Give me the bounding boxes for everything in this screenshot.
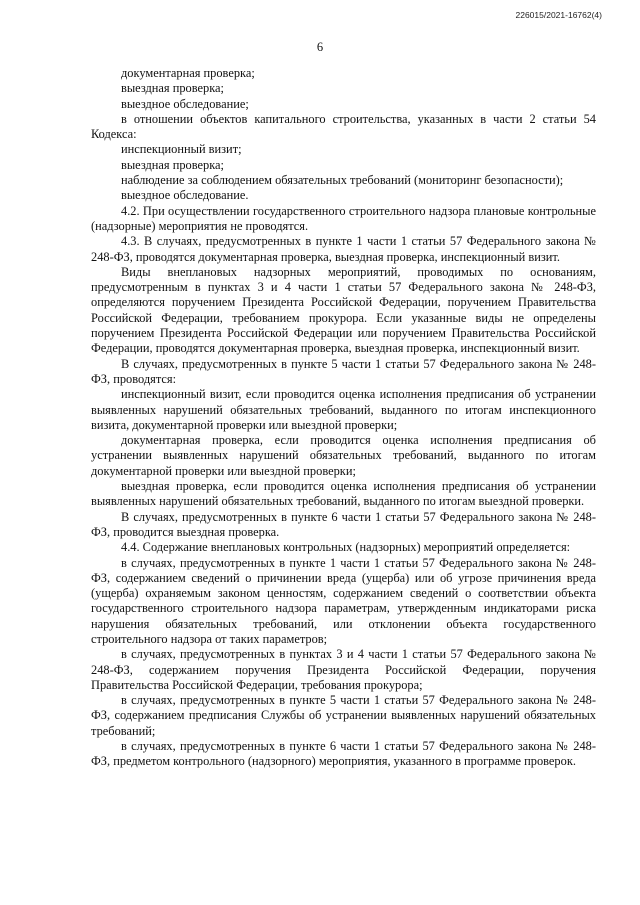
document-id: 226015/2021-16762(4) (515, 10, 602, 20)
paragraph: выездная проверка; (121, 157, 224, 172)
paragraph: в случаях, предусмотренных в пункте 6 части 1 статьи 57 Федерального закона № 248-ФЗ, предметом контрольного (надзорного) мероприятия, указанного в программе проверок. (91, 739, 596, 769)
paragraph: в отношении объектов капитального строительства, указанных в части 2 статьи 54 Кодекса: (91, 111, 596, 142)
paragraph: Виды внеплановых надзорных мероприятий, проводимых по основаниям, предусмотренным в пунктах 3 и 4 части 1 статьи 57 Федерального закона № 248-ФЗ, определяются поручением Президента Российской Федерации, поручением Правительства Российской Федерации, требованием прокурора. Если указанные виды не определены поручением Президента Российской Федерации или поручением Правительства Российской Федерации, проводятся документарная проверка, выездная проверка, инспекционный визит. (91, 264, 596, 356)
paragraph: выездная проверка; (121, 81, 224, 96)
paragraph: В случаях, предусмотренных в пункте 5 части 1 статьи 57 Федерального закона № 248-ФЗ, проводятся: (91, 356, 596, 386)
paragraph: инспекционный визит, если проводится оценка исполнения предписания об устранении выявленных нарушений обязательных требований, выданного по итогам инспекционного визита, документарной проверки или выездной проверки; (91, 387, 596, 432)
paragraph: 4.2. При осуществлении государственного строительного надзора плановые контрольные (надзорные) мероприятия не проводятся. (91, 203, 596, 233)
paragraph: в случаях, предусмотренных в пункте 5 части 1 статьи 57 Федерального закона № 248-ФЗ, содержанием предписания Службы об устранении выявленных нарушений обязательных требований; (91, 693, 596, 738)
paragraph: 4.4. Содержание внеплановых контрольных (надзорных) мероприятий определяется: (121, 540, 571, 555)
paragraph: инспекционный визит; (121, 142, 242, 157)
paragraph: документарная проверка, если проводится оценка исполнения предписания об устранении выявленных нарушений обязательных требований, выданного по итогам документарной проверки или выездной проверки; (91, 433, 596, 478)
paragraph: выездное обследование; (121, 96, 249, 111)
paragraph: в случаях, предусмотренных в пунктах 3 и 4 части 1 статьи 57 Федерального закона № 248-ФЗ, содержанием поручения Президента Российской Федерации, поручения Правительства Российской Федерации, требования прокурора; (91, 647, 596, 692)
paragraph: документарная проверка; (121, 66, 255, 80)
paragraph: в случаях, предусмотренных в пункте 1 части 1 статьи 57 Федерального закона № 248-ФЗ, содержанием сведений о причинении вреда (ущерба) или об угрозе причинения вреда (ущерба) охраняемым законом ценностям, содержанием сведений о соответствии объекта государственного строительного надзора параметрам, утвержденным индикаторами риска нарушения обязательных требований, или отклонении объекта государственного строительного надзора от таких параметров; (91, 555, 596, 646)
paragraph: выездное обследование. (121, 188, 249, 203)
paragraph: 4.3. В случаях, предусмотренных в пункте 1 части 1 статьи 57 Федерального закона № 248-ФЗ, проводятся документарная проверка, выездная проверка, инспекционный визит. (91, 234, 596, 264)
paragraph: наблюдение за соблюдением обязательных требований (мониторинг безопасности); (121, 173, 564, 188)
paragraph: В случаях, предусмотренных в пункте 6 части 1 статьи 57 Федерального закона № 248-ФЗ, проводится выездная проверка. (91, 509, 596, 539)
paragraph: выездная проверка, если проводится оценка исполнения предписания об устранении выявленных нарушений обязательных требований, выданного по итогам выездной проверки. (91, 479, 596, 509)
document-body (91, 66, 596, 770)
page-number: 6 (316, 40, 324, 54)
